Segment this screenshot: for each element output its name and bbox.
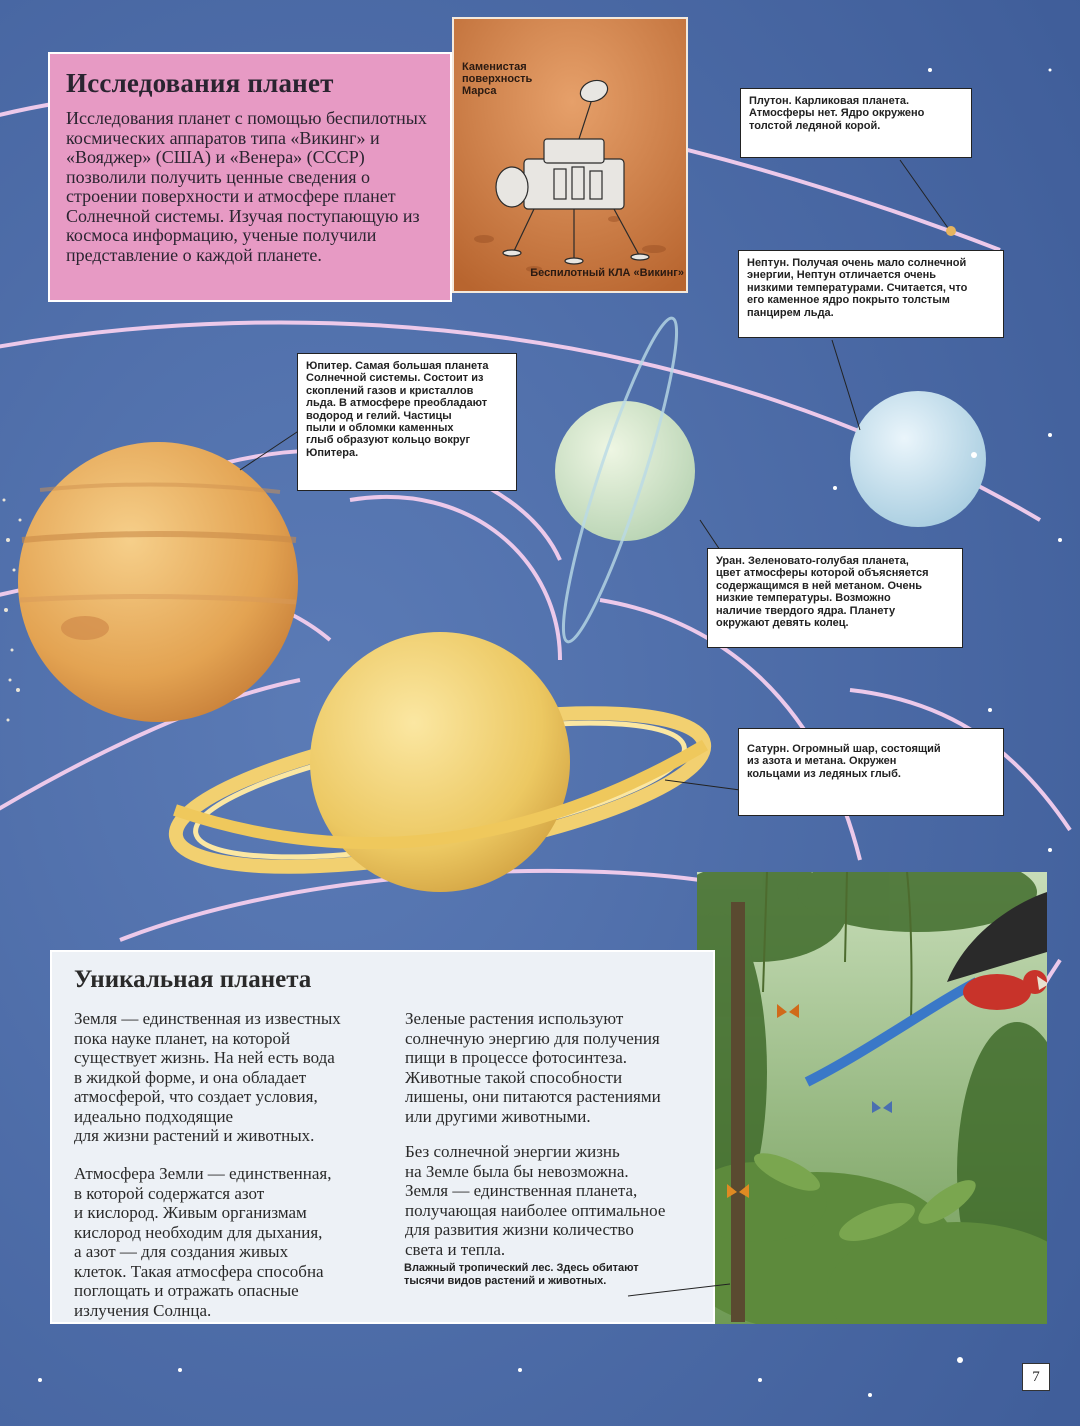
intro-title: Исследования планет — [66, 68, 334, 98]
forest-caption: Влажный тропический лес. Здесь обитают тысячи видов растений и животных. — [404, 1262, 639, 1287]
neptune-callout: Нептун. Получая очень мало солнечной энергии, Нептун отличается очень низкими температурами. Считается, что его каменное ядро покрыто толстым панцирем льда. — [738, 250, 1004, 338]
rainforest-illustration — [697, 872, 1047, 1324]
pluto-callout: Плутон. Карликовая планета. Атмосферы нет. Ядро окружено толстой ледяной корой. — [740, 88, 972, 158]
jupiter-callout: Юпитер. Самая большая планета Солнечной системы. Состоит из скоплений газов и кристаллов льда. В атмосфере преобладают водород и гелий. Частицы пыли и обломки каменных глыб образуют кольцо вокруг Юпитера. — [297, 353, 517, 491]
uranus-callout: Уран. Зеленовато-голубая планета, цвет атмосферы которой объясняется содержащимся в ней метаном. Очень низкие температуры. Возможно наличие твердого ядра. Планету окружают девять колец. — [707, 548, 963, 648]
intro-panel — [48, 52, 452, 302]
unique-title: Уникальная планета — [74, 966, 312, 993]
mars-surface-label: Каменистая поверхность Марса — [462, 61, 533, 97]
page-number: 7 — [1022, 1363, 1050, 1391]
unique-col2-p2: Без солнечной энергии жизнь на Земле была бы невозможна. Земля — единственная планета, получающая наиболее оптимальное для развития жизни количество света и тепла. — [405, 1142, 666, 1259]
viking-label: Беспилотный КЛА «Викинг» — [530, 267, 684, 279]
intro-text: Исследования планет с помощью беспилотных космических аппаратов типа «Викинг» и «Вояджер» (США) и «Венера» (СССР) позволили получить ценные сведения о строении поверхности и атмосфере планет Солнечной системы. Изучая поступающую из космоса информацию, ученые получили представление о каждой планете. — [66, 108, 427, 265]
unique-col2-p1: Зеленые растения используют солнечную энергию для получения пищи в процессе фотосинтеза. Животные такой способности лишены, они питаются растениями или другими животными. — [405, 1009, 661, 1126]
unique-col1-p2: Атмосфера Земли — единственная, в которой содержатся азот и кислород. Живым организмам кислород необходим для дыхания, а азот — для создания живых клеток. Такая атмосфера способна поглощать и отражать опасные излучения Солнца. — [74, 1164, 332, 1320]
rainforest-scene — [697, 872, 1047, 1324]
forest-caption-leader — [620, 1280, 740, 1300]
unique-col1-p1: Земля — единственная из известных пока науке планет, на которой существует жизнь. На ней есть вода в жидкой форме, и она обладает атмосферой, что создает условия, идеально подходящие для жизни растений и животных. — [74, 1009, 341, 1145]
saturn-callout: Сатурн. Огромный шар, состоящий из азота и метана. Окружен кольцами из ледяных глыб. — [738, 728, 1004, 816]
mars-viking-figure — [452, 17, 688, 293]
